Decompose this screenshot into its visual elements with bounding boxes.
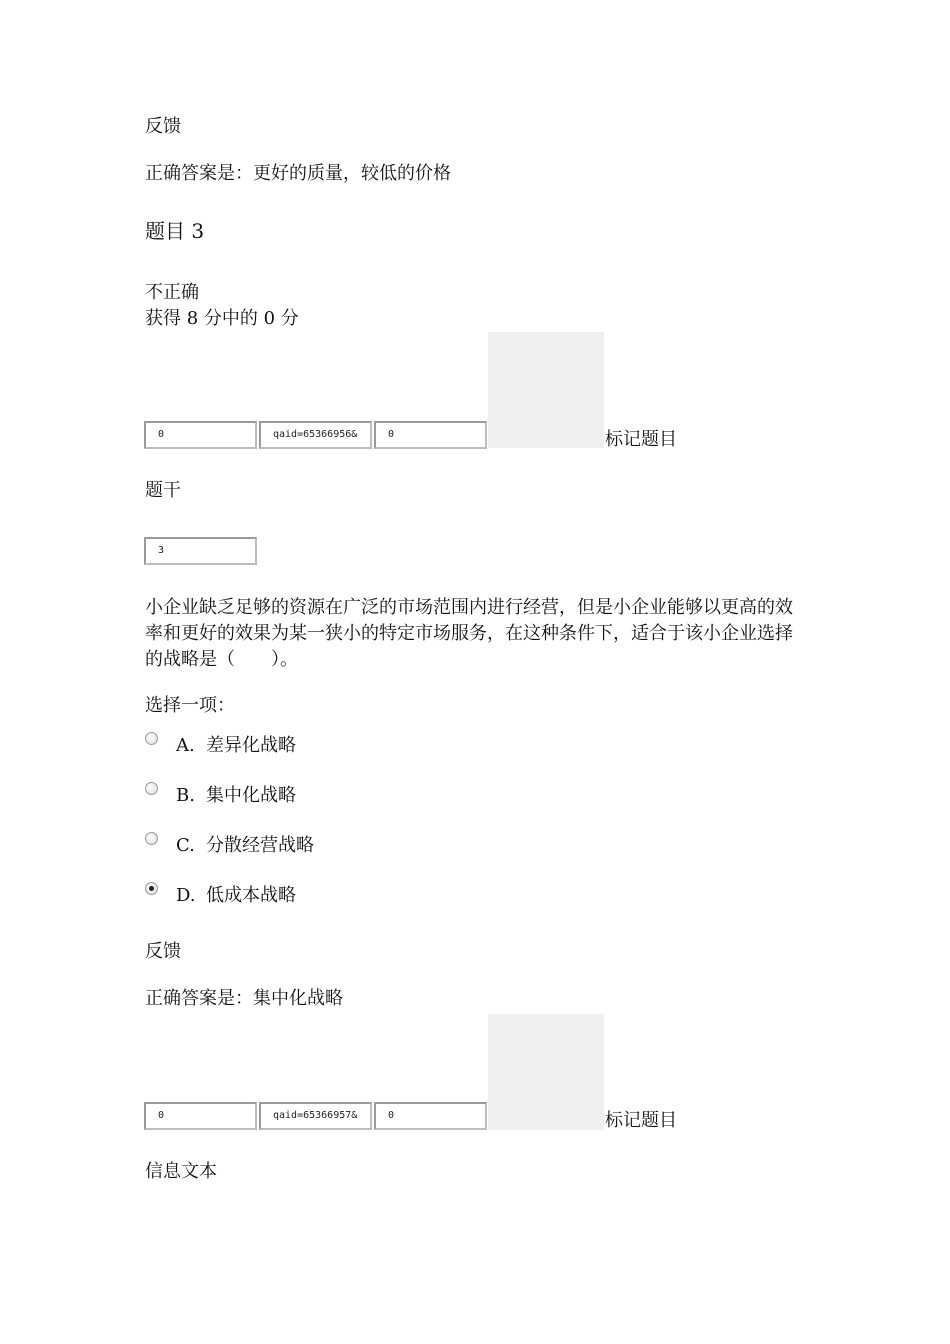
stem-heading: 题干 xyxy=(145,480,181,501)
flag-question-link[interactable]: 标记题目 xyxy=(605,1110,677,1131)
question-text: 小企业缺乏足够的资源在广泛的市场范围内进行经营，但是小企业能够以更高的效率和更好的效果为某一狭小的特定市场服务，在这种条件下，适合于该小企业选择的战略是（ ）。 xyxy=(145,597,793,670)
option-text: 低成本战略 xyxy=(206,885,296,906)
feedback-heading: 反馈 xyxy=(145,941,181,962)
option-letter: D. xyxy=(176,885,196,906)
correct-answer: 正确答案是：更好的质量，较低的价格 xyxy=(145,163,451,184)
choice-prompt: 选择一项： xyxy=(145,695,235,716)
question-title: 题目 3 xyxy=(145,219,205,243)
option-letter: B. xyxy=(176,785,195,806)
flag-image[interactable] xyxy=(488,332,604,448)
option-d-radio[interactable] xyxy=(145,882,158,895)
info-text-heading: 信息文本 xyxy=(145,1161,217,1182)
flag-image[interactable] xyxy=(488,1014,604,1130)
flagged-input[interactable]: 0 xyxy=(374,1102,487,1130)
option-text: 集中化战略 xyxy=(206,785,296,806)
option-a-radio[interactable] xyxy=(145,732,158,745)
question-status: 不正确 xyxy=(145,282,199,303)
correct-answer: 正确答案是：集中化战略 xyxy=(145,988,343,1009)
option-a[interactable] xyxy=(176,733,296,759)
option-b[interactable] xyxy=(176,783,296,809)
option-text: 分散经营战略 xyxy=(206,835,314,856)
question-score: 获得 8 分中的 0 分 xyxy=(145,308,299,329)
option-text: 差异化战略 xyxy=(206,735,296,756)
slot-input[interactable]: 3 xyxy=(144,537,257,565)
feedback-heading: 反馈 xyxy=(145,116,181,137)
flagged-input[interactable]: 0 xyxy=(374,421,487,449)
flag-question-link[interactable]: 标记题目 xyxy=(605,429,677,450)
option-c[interactable] xyxy=(176,833,314,859)
option-letter: C. xyxy=(176,835,195,856)
sequence-check-input[interactable]: 0 xyxy=(144,1102,257,1130)
option-d[interactable] xyxy=(176,883,296,909)
sequence-check-input[interactable]: 0 xyxy=(144,421,257,449)
qaid-input[interactable]: qaid=65366957& xyxy=(259,1102,372,1130)
option-b-radio[interactable] xyxy=(145,782,158,795)
option-c-radio[interactable] xyxy=(145,832,158,845)
option-letter: A. xyxy=(176,735,195,756)
qaid-input[interactable]: qaid=65366956& xyxy=(259,421,372,449)
